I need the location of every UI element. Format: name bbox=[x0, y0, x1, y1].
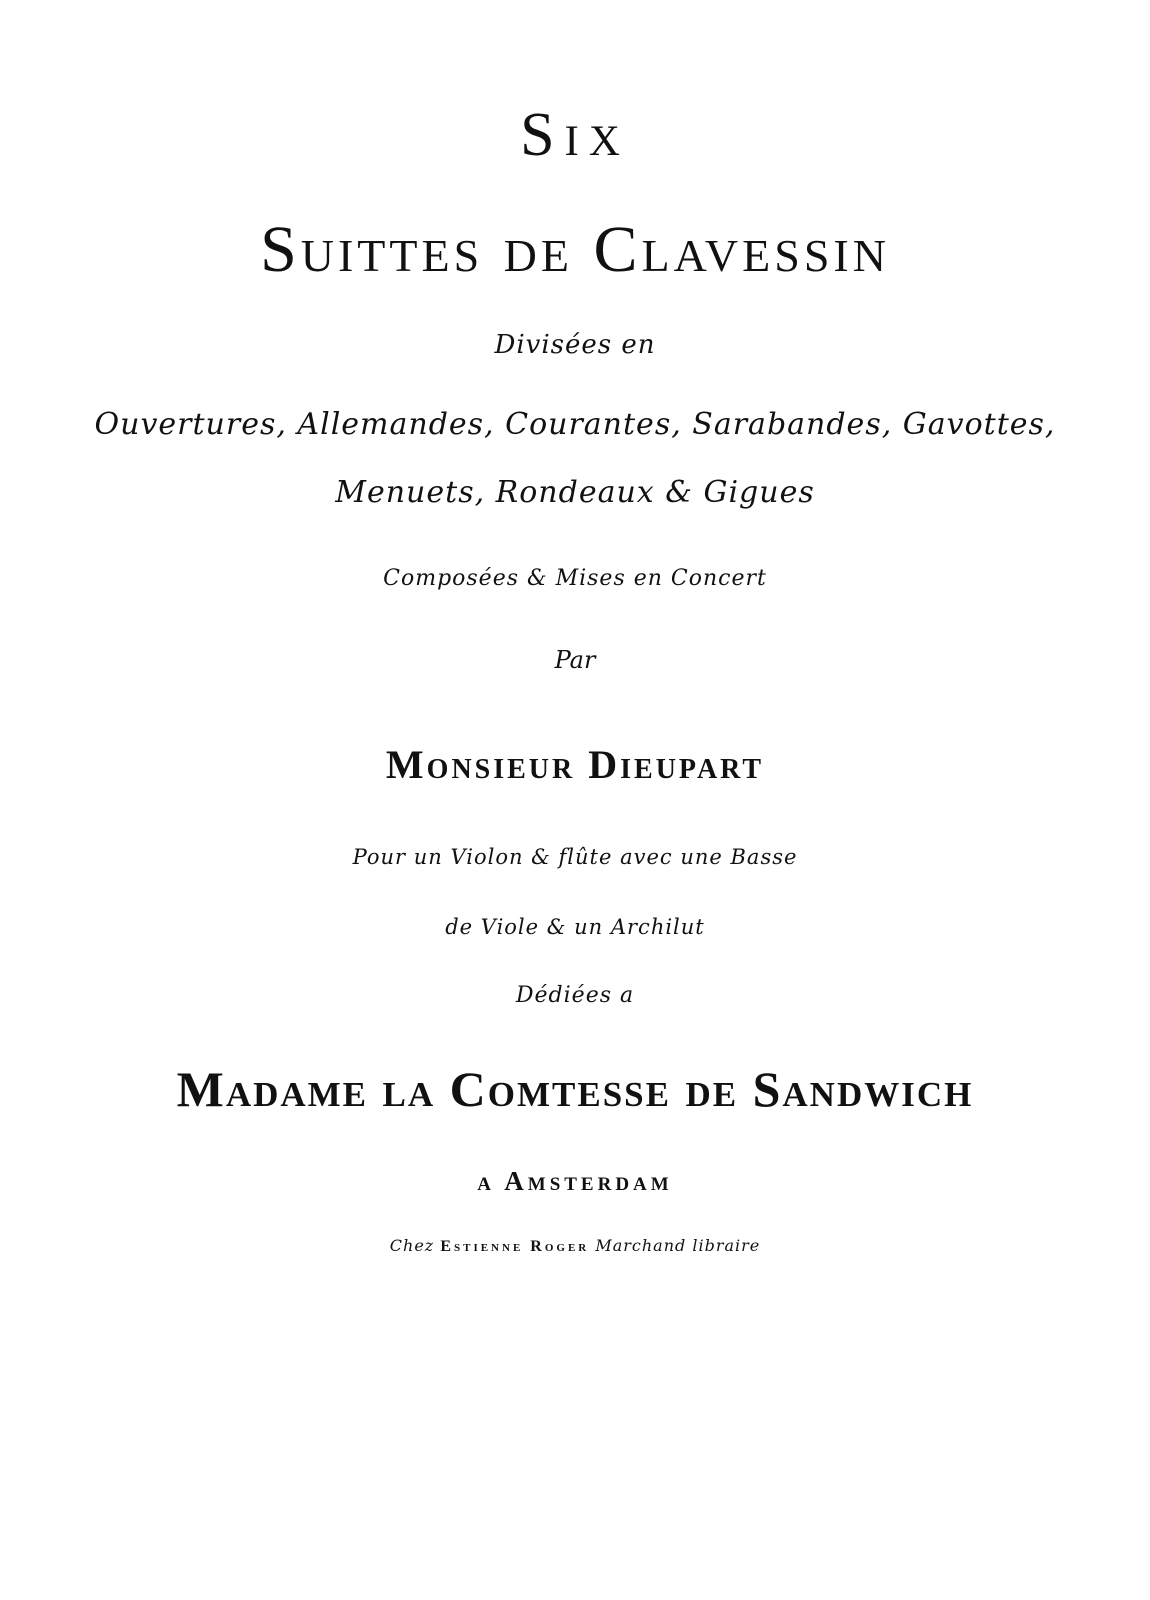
composees-line: Composées & Mises en Concert bbox=[383, 566, 767, 591]
instruments-line-1: Pour un Violon & flûte avec une Basse bbox=[352, 845, 798, 869]
dediees-label: Dédiées a bbox=[515, 983, 635, 1008]
par-label: Par bbox=[554, 646, 596, 674]
dance-list-line-1: Ouvertures, Allemandes, Courantes, Sarabandes, Gavottes, bbox=[94, 407, 1056, 442]
author-name: Monsieur Dieupart bbox=[385, 742, 765, 787]
publisher-suffix: Marchand libraire bbox=[595, 1236, 761, 1255]
title-six: Six bbox=[520, 101, 630, 169]
publisher-prefix: Chez bbox=[389, 1236, 435, 1255]
title-suittes-de-clavessin: Suittes de Clavessin bbox=[260, 213, 890, 286]
dedicatee-name: Madame la Comtesse de Sandwich bbox=[176, 1061, 974, 1117]
publisher-name: Estienne Roger bbox=[440, 1238, 590, 1255]
dance-list-line-2: Menuets, Rondeaux & Gigues bbox=[335, 475, 815, 510]
instruments-line-2: de Viole & un Archilut bbox=[445, 915, 705, 939]
imprint-place: a Amsterdam bbox=[477, 1166, 673, 1196]
imprint-publisher bbox=[0, 1238, 1150, 1255]
subtitle-divisees-en: Divisées en bbox=[494, 330, 656, 360]
